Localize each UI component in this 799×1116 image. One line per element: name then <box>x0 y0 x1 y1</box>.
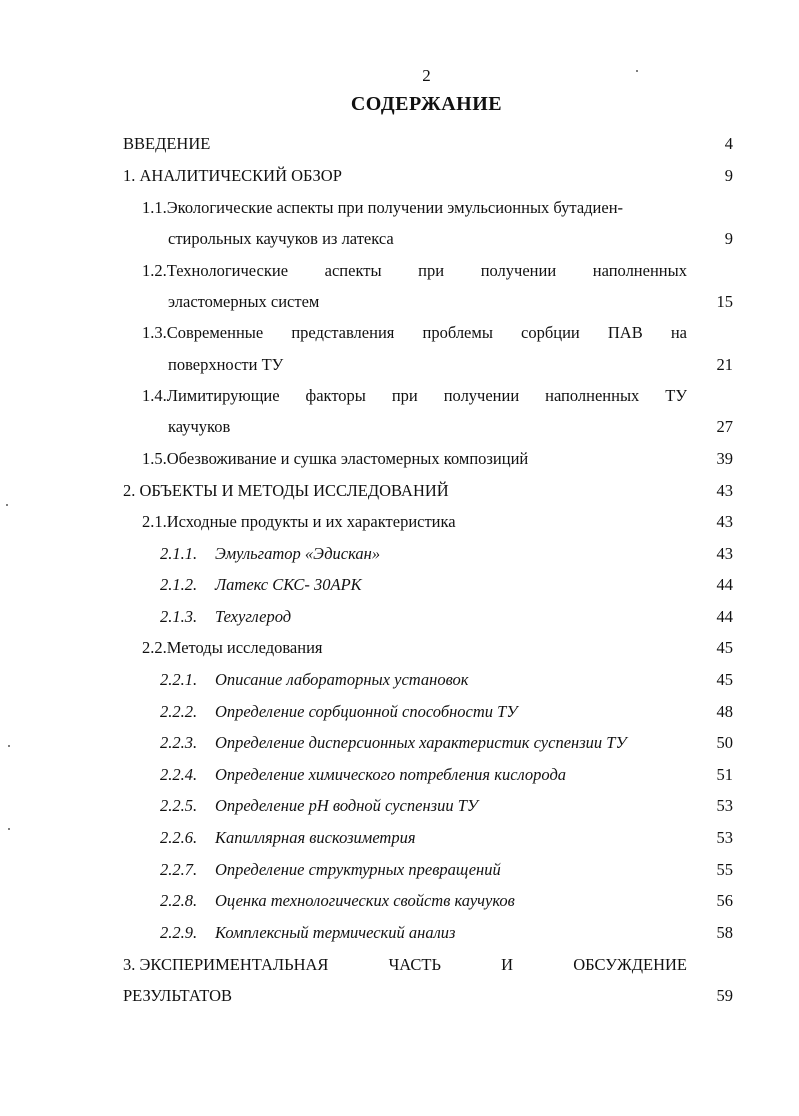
toc-entry-1-1[interactable] <box>142 198 733 250</box>
toc-page: 9 <box>724 229 733 248</box>
toc-entry-1-4-line1[interactable] <box>142 386 687 406</box>
toc-word: при <box>418 261 445 280</box>
toc-label: Определение структурных превращений <box>215 860 501 879</box>
toc-word: на <box>670 323 687 342</box>
toc-page: 45 <box>716 638 733 657</box>
toc-label: 1.5.Обезвоживание и сушка эластомерных композиций <box>142 449 529 468</box>
toc-page: 44 <box>716 607 733 626</box>
toc-word: И <box>501 955 514 974</box>
toc-label: ВВЕДЕНИЕ <box>123 134 211 153</box>
toc-page: 4 <box>724 134 733 153</box>
toc-entry-1-3-line1[interactable] <box>142 323 687 343</box>
page-title: СОДЕРЖАНИЕ <box>350 93 503 115</box>
toc-page: 50 <box>716 733 733 752</box>
toc-word: ТУ <box>665 386 687 405</box>
toc-page: 59 <box>716 986 733 1005</box>
toc-label-line2: стирольных каучуков из латекса <box>168 229 394 248</box>
toc-word: факторы <box>305 386 366 405</box>
toc-label-line1: 1.1.Экологические аспекты при получении эмульсионных бутадиен- <box>142 198 624 217</box>
toc-label: эластомерных систем <box>168 292 320 311</box>
toc-page: 44 <box>716 575 733 594</box>
toc-label: 2.1.Исходные продукты и их характеристика <box>142 512 456 531</box>
toc-word: наполненных <box>592 261 687 280</box>
toc-subnum: 2.2.9. <box>160 923 198 942</box>
toc-word: 1.4.Лимитирующие <box>142 386 280 405</box>
toc-page: 43 <box>716 544 733 563</box>
toc-label: Определение сорбционной способности ТУ <box>215 702 518 721</box>
toc-word: ПАВ <box>607 323 643 342</box>
toc-label: Описание лабораторных установок <box>215 670 469 689</box>
toc-word: получении <box>480 261 557 280</box>
toc-subnum: 2.2.1. <box>160 670 198 689</box>
toc-label: Оценка технологических свойств каучуков <box>215 891 515 910</box>
scan-speck <box>8 828 10 830</box>
toc-word: ЧАСТЬ <box>388 955 441 974</box>
toc-label: Комплексный термический анализ <box>215 923 456 942</box>
toc-page: 55 <box>716 860 733 879</box>
toc-word: 1.2.Технологические <box>142 261 289 280</box>
toc-page: 21 <box>716 355 733 374</box>
toc-page: 45 <box>716 670 733 689</box>
toc-page: 53 <box>716 796 733 815</box>
toc-subnum: 2.2.8. <box>160 891 198 910</box>
toc-page: 15 <box>716 292 733 311</box>
toc-label: 2.2.Методы исследования <box>142 638 323 657</box>
toc-label: Определение дисперсионных характеристик суспензии ТУ <box>215 733 627 752</box>
toc-subnum: 2.2.6. <box>160 828 198 847</box>
toc-page: 56 <box>716 891 733 910</box>
toc-subnum: 2.2.5. <box>160 796 198 815</box>
toc-word: ОБСУЖДЕНИЕ <box>573 955 687 974</box>
scan-speck <box>636 70 638 72</box>
toc-word: проблемы <box>422 323 493 342</box>
toc-word: наполненных <box>545 386 640 405</box>
toc-word: сорбции <box>521 323 580 342</box>
toc-label: 1. АНАЛИТИЧЕСКИЙ ОБЗОР <box>123 166 342 185</box>
toc-page: 27 <box>716 417 733 436</box>
toc-label: РЕЗУЛЬТАТОВ <box>123 986 233 1005</box>
toc-subnum: 2.2.7. <box>160 860 198 879</box>
toc-page: 9 <box>724 166 733 185</box>
toc-page: 58 <box>716 923 733 942</box>
toc-page: 43 <box>716 481 733 500</box>
toc-subnum: 2.1.1. <box>160 544 198 563</box>
toc-page: 53 <box>716 828 733 847</box>
toc-label: Эмульгатор «Эдискан» <box>215 544 381 563</box>
toc-subnum: 2.1.2. <box>160 575 198 594</box>
toc-word: представления <box>291 323 395 342</box>
toc-label: Латекс СКС- 30АРК <box>215 575 362 594</box>
toc-page: 43 <box>716 512 733 531</box>
toc-page: 39 <box>716 449 733 468</box>
toc-subnum: 2.2.4. <box>160 765 198 784</box>
toc-entry-1-2-line1[interactable] <box>142 261 687 281</box>
toc-page: 48 <box>716 702 733 721</box>
toc-subnum: 2.2.2. <box>160 702 198 721</box>
toc-label: поверхности ТУ <box>168 355 284 374</box>
toc-word: 3. ЭКСПЕРИМЕНТАЛЬНАЯ <box>123 955 329 974</box>
toc-subnum: 2.1.3. <box>160 607 198 626</box>
toc-label: Определение химического потребления кислорода <box>215 765 567 784</box>
toc-label: Определение pH водной суспензии ТУ <box>215 796 478 815</box>
toc-page: 51 <box>716 765 733 784</box>
toc-word: при <box>391 386 418 405</box>
toc-entry-3-line1[interactable] <box>123 955 687 975</box>
scan-speck <box>8 745 10 747</box>
toc-label: Техуглерод <box>215 607 292 626</box>
toc-label: 2. ОБЪЕКТЫ И МЕТОДЫ ИССЛЕДОВАНИЙ <box>123 481 449 500</box>
toc-label: Капиллярная вискозиметрия <box>215 828 416 847</box>
toc-word: получении <box>443 386 520 405</box>
toc-subnum: 2.2.3. <box>160 733 198 752</box>
toc-word: 1.3.Современные <box>142 323 264 342</box>
scan-speck <box>6 504 8 506</box>
toc-word: аспекты <box>324 261 382 280</box>
page-number: 2 <box>422 66 431 85</box>
toc-label: каучуков <box>168 417 231 436</box>
